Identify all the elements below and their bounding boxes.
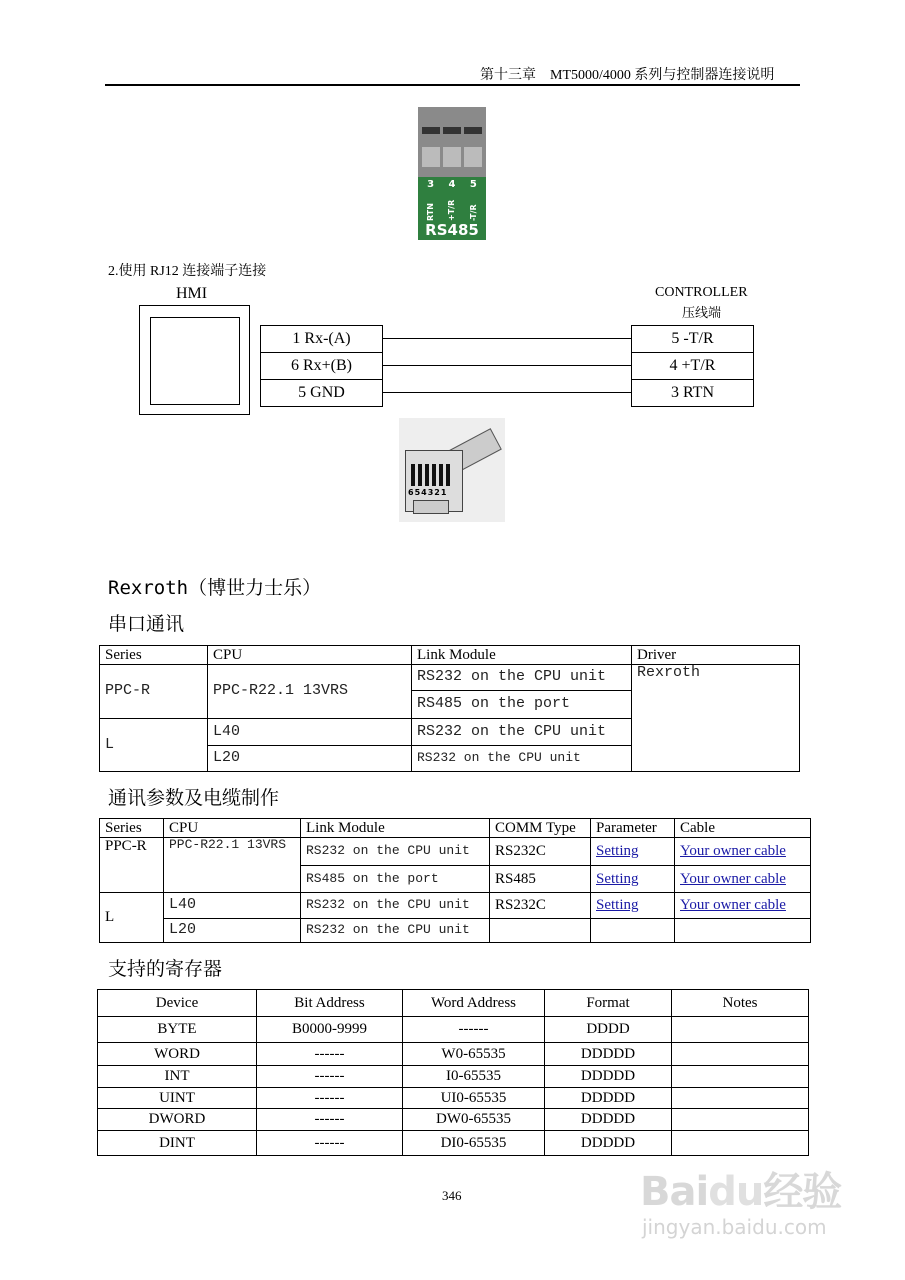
table-cell: DINT: [98, 1131, 257, 1156]
table-cell: DDDDD: [545, 1043, 672, 1066]
table-cell: [672, 1066, 809, 1088]
rs485-label: RS485: [425, 221, 479, 239]
table-cell: [672, 1088, 809, 1109]
table-row: [100, 893, 811, 919]
table-cell: ------: [257, 1088, 403, 1109]
table-cell: L20: [208, 746, 412, 772]
table-row: [98, 1066, 809, 1088]
table-cell: [675, 919, 811, 943]
table-cell: L: [100, 893, 164, 943]
table-cell: RS232 on the CPU unit: [412, 719, 632, 746]
column-header: Series: [100, 646, 208, 665]
pin-number: 3: [427, 179, 435, 190]
registers-section-title: 支持的寄存器: [108, 958, 223, 980]
table-cell: DWORD: [98, 1109, 257, 1131]
column-header: CPU: [208, 646, 412, 665]
column-header: Bit Address: [257, 990, 403, 1017]
pin-label: +T/R: [447, 199, 457, 221]
table-cell: INT: [98, 1066, 257, 1088]
controller-pin: 3 RTN: [631, 379, 754, 407]
table-row: [98, 1017, 809, 1043]
column-header: CPU: [164, 819, 301, 838]
table-row: [98, 1088, 809, 1109]
table-cell: [672, 1131, 809, 1156]
table-cell: RS232 on the CPU unit: [301, 919, 490, 943]
rj12-connector-image: [399, 418, 505, 522]
cable-link[interactable]: Your owner cable: [680, 870, 786, 887]
params-section-title: 通讯参数及电缆制作: [108, 787, 280, 809]
column-header: COMM Type: [490, 819, 591, 838]
controller-pin: 4 +T/R: [631, 352, 754, 380]
table-cell: PPC-R22.1 13VRS: [164, 838, 301, 893]
table-cell: RS485: [490, 866, 591, 893]
column-header: Series: [100, 819, 164, 838]
table-cell: DI0-65535: [403, 1131, 545, 1156]
hmi-device-box: [139, 305, 250, 415]
table-row: [100, 646, 800, 665]
column-header: Device: [98, 990, 257, 1017]
table-cell: PPC-R: [100, 838, 164, 893]
column-header: Link Module: [412, 646, 632, 665]
table-row: [100, 919, 811, 943]
table-cell: DDDD: [545, 1017, 672, 1043]
column-header: Parameter: [591, 819, 675, 838]
table-cell: Rexroth: [632, 665, 800, 772]
table-cell: [672, 1109, 809, 1131]
table-cell: UI0-65535: [403, 1088, 545, 1109]
table-cell: [675, 893, 811, 919]
column-header: Notes: [672, 990, 809, 1017]
setting-link[interactable]: Setting: [596, 843, 639, 860]
table-cell: RS232 on the CPU unit: [412, 665, 632, 691]
table-cell: RS485 on the port: [412, 691, 632, 719]
table-cell: [675, 866, 811, 893]
table-cell: L20: [164, 919, 301, 943]
table-row: [100, 838, 811, 866]
table-cell: UINT: [98, 1088, 257, 1109]
table-cell: L40: [208, 719, 412, 746]
column-header: Cable: [675, 819, 811, 838]
baidu-watermark-logo: Baidu经验: [640, 1169, 842, 1215]
table-cell: I0-65535: [403, 1066, 545, 1088]
cable-link[interactable]: Your owner cable: [680, 843, 786, 860]
table-cell: DDDDD: [545, 1131, 672, 1156]
table-cell: ------: [257, 1109, 403, 1131]
table-cell: [591, 919, 675, 943]
setting-link[interactable]: Setting: [596, 870, 639, 887]
pin-label: RTN: [426, 203, 436, 221]
table-row: [98, 990, 809, 1017]
table-cell: BYTE: [98, 1017, 257, 1043]
column-header: Word Address: [403, 990, 545, 1017]
brand-title: Rexroth（博世力士乐）: [108, 577, 322, 599]
pin-label: -T/R: [468, 204, 478, 221]
table-cell: [591, 893, 675, 919]
hmi-pin: 5 GND: [260, 379, 383, 407]
controller-label: CONTROLLER: [655, 285, 748, 300]
header-rule: [105, 84, 800, 86]
table-row: [98, 1131, 809, 1156]
table-cell: ------: [403, 1017, 545, 1043]
rs485-terminal-image: [418, 107, 486, 240]
table-cell: RS485 on the port: [301, 866, 490, 893]
table-cell: RS232 on the CPU unit: [412, 746, 632, 772]
controller-sublabel: 压线端: [682, 305, 722, 320]
table-cell: ------: [257, 1131, 403, 1156]
table-row: [98, 1043, 809, 1066]
table-cell: DDDDD: [545, 1088, 672, 1109]
table-cell: RS232 on the CPU unit: [301, 838, 490, 866]
table-cell: DW0-65535: [403, 1109, 545, 1131]
table-cell: WORD: [98, 1043, 257, 1066]
table-cell: B0000-9999: [257, 1017, 403, 1043]
pin-number: 5: [469, 179, 477, 190]
watermark-url: jingyan.baidu.com: [642, 1215, 827, 1239]
table-cell: ------: [257, 1066, 403, 1088]
hmi-pin: 1 Rx-(A): [260, 325, 383, 353]
table-row: [98, 1109, 809, 1131]
table-cell: [591, 866, 675, 893]
t1-table: [99, 645, 800, 772]
table-cell: L: [100, 719, 208, 772]
page-number: 346: [442, 1188, 462, 1203]
table-cell: PPC-R22.1 13VRS: [208, 665, 412, 719]
cable-link[interactable]: Your owner cable: [680, 897, 786, 914]
setting-link[interactable]: Setting: [596, 897, 639, 914]
running-header: 第十三章 MT5000/4000 系列与控制器连接说明: [480, 68, 775, 83]
wire: [382, 392, 631, 393]
serial-section-title: 串口通讯: [108, 613, 185, 635]
table-cell: RS232C: [490, 893, 591, 919]
hmi-label: HMI: [176, 285, 208, 302]
table-cell: [490, 919, 591, 943]
wire: [382, 338, 631, 339]
table-cell: [591, 838, 675, 866]
table-row: [100, 819, 811, 838]
t3-table: [97, 989, 809, 1156]
table-cell: DDDDD: [545, 1109, 672, 1131]
table-cell: RS232C: [490, 838, 591, 866]
controller-pin: 5 -T/R: [631, 325, 754, 353]
table-cell: DDDDD: [545, 1066, 672, 1088]
column-header: Format: [545, 990, 672, 1017]
table-cell: [675, 838, 811, 866]
table-row: [100, 665, 800, 691]
rj12-pin-numbers: 654321: [408, 488, 448, 497]
t2-table: [99, 818, 811, 943]
column-header: Driver: [632, 646, 800, 665]
section-title: 2.使用 RJ12 连接端子连接: [108, 264, 267, 279]
table-cell: L40: [164, 893, 301, 919]
wire: [382, 365, 631, 366]
table-cell: ------: [257, 1043, 403, 1066]
pin-number: 4: [448, 179, 456, 190]
table-cell: W0-65535: [403, 1043, 545, 1066]
table-cell: PPC-R: [100, 665, 208, 719]
table-cell: [672, 1017, 809, 1043]
hmi-pin: 6 Rx+(B): [260, 352, 383, 380]
table-cell: RS232 on the CPU unit: [301, 893, 490, 919]
table-cell: [672, 1043, 809, 1066]
column-header: Link Module: [301, 819, 490, 838]
